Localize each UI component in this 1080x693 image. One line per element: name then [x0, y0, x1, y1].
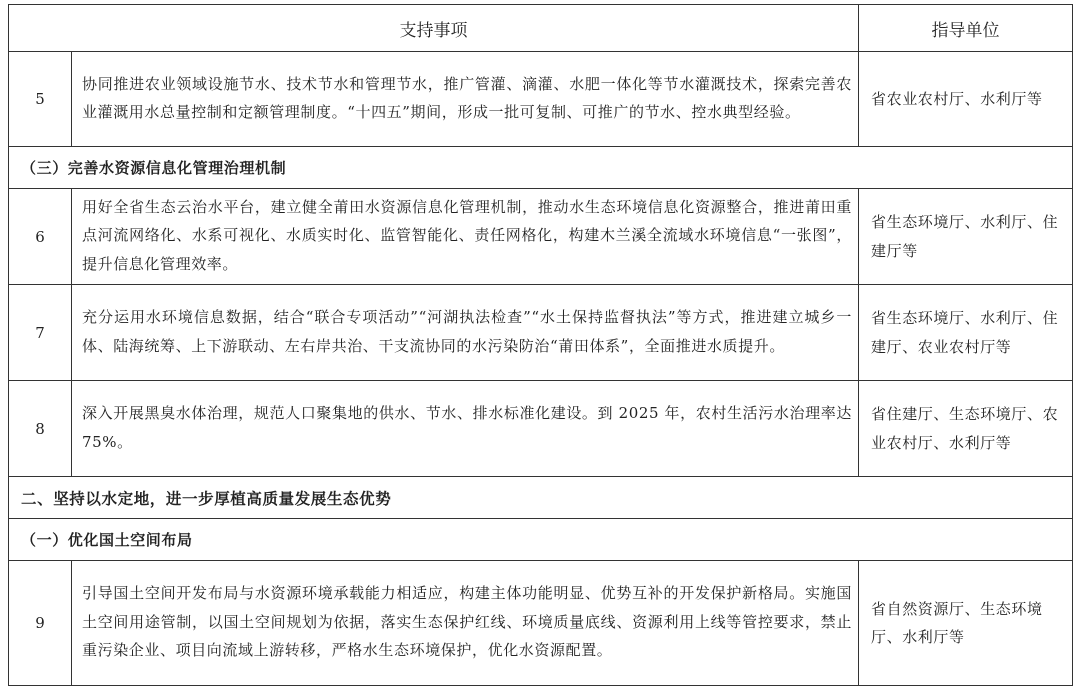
table-row	[9, 285, 1073, 381]
row-number: 8	[9, 381, 72, 477]
row-guiding-unit: 省生态环境厅、水利厅、住建厅、农业农村厅等	[859, 285, 1073, 381]
section-row	[9, 519, 1073, 561]
table-row	[9, 561, 1073, 686]
section-heading: （一）优化国土空间布局	[9, 519, 1073, 561]
row-guiding-unit: 省自然资源厅、生态环境厅、水利厅等	[859, 561, 1073, 686]
row-content: 充分运用水环境信息数据，结合“联合专项活动”“河湖执法检查”“水土保持监督执法”等方式，推进建立城乡一体、陆海统筹、上下游联动、左右岸共治、干支流协同的水污染防治“莆田体系”，全面推进水质提升。	[72, 285, 859, 381]
header-support-matters: 支持事项	[9, 5, 859, 52]
major-section-heading: 二、坚持以水定地，进一步厚植高质量发展生态优势	[9, 477, 1073, 519]
section-heading: （三）完善水资源信息化管理治理机制	[9, 147, 1073, 189]
row-content: 协同推进农业领域设施节水、技术节水和管理节水，推广管灌、滴灌、水肥一体化等节水灌溉技术，探索完善农业灌溉用水总量控制和定额管理制度。“十四五”期间，形成一批可复制、可推广的节水、控水典型经验。	[72, 52, 859, 147]
row-guiding-unit: 省农业农村厅、水利厅等	[859, 52, 1073, 147]
row-content: 引导国土空间开发布局与水资源环境承载能力相适应，构建主体功能明显、优势互补的开发保护新格局。实施国土空间用途管制，以国土空间规划为依据，落实生态保护红线、环境质量底线、资源利用上线等管控要求，禁止重污染企业、项目向流域上游转移，严格水生态环境保护，优化水资源配置。	[72, 561, 859, 686]
row-number: 5	[9, 52, 72, 147]
row-number: 9	[9, 561, 72, 686]
row-content: 用好全省生态云治水平台，建立健全莆田水资源信息化管理机制，推动水生态环境信息化资源整合，推进莆田重点河流网络化、水系可视化、水质实时化、监管智能化、责任网格化，构建木兰溪全流域水环境信息“一张图”，提升信息化管理效率。	[72, 189, 859, 285]
row-number: 6	[9, 189, 72, 285]
major-section-row	[9, 477, 1073, 519]
table-row	[9, 52, 1073, 147]
row-guiding-unit: 省住建厅、生态环境厅、农业农村厅、水利厅等	[859, 381, 1073, 477]
row-guiding-unit: 省生态环境厅、水利厅、住建厅等	[859, 189, 1073, 285]
table-header-row	[9, 5, 1073, 52]
table-row	[9, 381, 1073, 477]
row-number: 7	[9, 285, 72, 381]
row-content: 深入开展黑臭水体治理，规范人口聚集地的供水、节水、排水标准化建设。到 2025 年，农村生活污水治理率达 75%。	[72, 381, 859, 477]
header-guiding-unit: 指导单位	[859, 5, 1073, 52]
section-row	[9, 147, 1073, 189]
support-matters-table	[8, 4, 1073, 686]
table-row	[9, 189, 1073, 285]
